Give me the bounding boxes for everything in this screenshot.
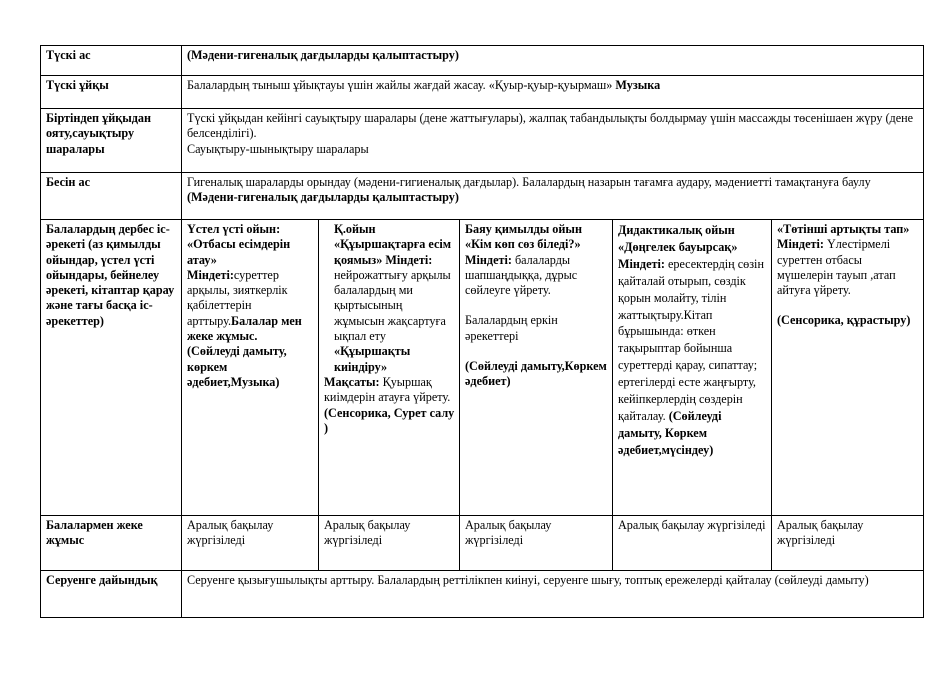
wakeup-label: Біртіндеп ұйқыдан ояту,сауықтыру шаралары	[41, 109, 182, 173]
col5-task: Үлестірмелі суреттен отбасы мүшелерін тауып ,атап айтуға үйрету.	[777, 237, 896, 298]
nap-text: Балалардың тыныш ұйықтауы үшін жайлы жағдай жасау. «Қуыр-қуыр-қуырмаш»	[187, 78, 616, 92]
individual-cell: Аралық бақылау жүргізіледі	[182, 516, 319, 571]
lunch-label: Түскі ас	[41, 46, 182, 76]
col3-spacer-2	[465, 344, 608, 359]
col2-game2: «Құыршақты киіндіру»	[334, 344, 411, 374]
col1-task: суреттер арқылы, зияткерлік қабілеттерін арттыру.	[187, 267, 288, 328]
row-walkprep	[41, 571, 924, 618]
col4-areas: (Сөйлеуді дамыту, Көркем әдебиет,мүсіндеу)	[618, 408, 722, 457]
individual-cell: Аралық бақылау жүргізіледі	[772, 516, 924, 571]
col5-areas: (Сенсорика, құрастыру)	[777, 313, 911, 328]
daily-plan-table	[40, 45, 924, 618]
nap-music: Музыка	[615, 78, 661, 92]
col1-task-label: Міндеті:	[187, 267, 234, 282]
individual-cell: Аралық бақылау жүргізіледі	[613, 516, 772, 571]
individual-label: Балалармен жеке жұмыс	[41, 516, 182, 571]
wakeup-line1: Түскі ұйқыдан кейінгі сауықтыру шаралары (дене жаттығулары), жалпақ табандылықты болдырмау үшін массажды төсенішаен жүру (дене белсенділігі).	[187, 111, 914, 141]
col1-title: Үстел үсті ойын: «Отбасы есімдерін атау»	[187, 222, 291, 267]
col2-task: нейрожаттығу арқылы балалардың ми қыртысының жұмысын жақсартуға ықпал ету	[334, 267, 451, 344]
snack-cell	[182, 173, 924, 220]
wakeup-line2: Сауықтыру-шынықтыру шаралары	[187, 141, 369, 156]
col3-task: балаларды шапшаңдыққа, дұрыс сөйлеуге үйрету.	[465, 252, 578, 298]
col2-areas: (Сенсорика, Сурет салу )	[324, 405, 455, 435]
col5-task-label: Міндеті:	[777, 237, 824, 252]
activity-col2	[319, 220, 460, 516]
row-nap	[41, 76, 924, 109]
wakeup-cell	[182, 109, 924, 173]
walkprep-text: Серуенге қызығушылықты арттыру. Балалардың реттілікпен киінуі, серуенге шығу, топтық ережелерді қайталау (сөйлеуді дамыту)	[182, 571, 924, 618]
col2-goal-line	[324, 375, 455, 406]
col4-task: ересектердің сөзін қайталай отырып, сөздік қорын молайту, тілін жаттықтыру.Кітап бұрышында: өткен тақырыптар бойынша суреттерді қарау, сипаттау; ертегілерді есте жаңғырту, кейіпкерлердің сөздерін қайталау.	[618, 256, 764, 423]
col3-areas: (Сөйлеуді дамыту,Көркем әдебиет)	[465, 359, 607, 389]
row-lunch	[41, 46, 924, 76]
col4-task-label: Міндеті:	[618, 256, 665, 271]
col5-spacer	[777, 298, 919, 313]
col3-spacer	[465, 298, 608, 313]
col2-goal: Қуыршақ киімдерін атауға үйрету.	[324, 374, 451, 405]
activity-col5	[772, 220, 924, 516]
row-activity	[41, 220, 924, 516]
snack-bold: (Мәдени-гигеналық дағдыларды қалыптастыру)	[187, 190, 459, 205]
col1-task-bold: Балалар мен жеке жұмыс.	[187, 313, 302, 344]
snack-label: Бесін ас	[41, 173, 182, 220]
individual-cell: Аралық бақылау жүргізіледі	[460, 516, 613, 571]
col2-title: Қ.ойын «Құыршақтарға есім қоямыз»	[334, 222, 452, 267]
activity-col1	[182, 220, 319, 516]
activity-col4	[613, 220, 772, 516]
row-individual	[41, 516, 924, 571]
activity-label: Балалардың дербес іс-әрекеті (аз қимылды ойындар, үстел үсті ойындары, бейнелеу әрекеті, кітаптар қарау және тағы басқа іс-әрекеттер)	[41, 220, 182, 516]
col2-header	[324, 222, 455, 344]
col5-title: «Төтінші артықты тап»	[777, 222, 910, 236]
lunch-text: (Мәдени-гигеналық дағдыларды қалыптастыру)	[182, 46, 924, 76]
activity-col3	[460, 220, 613, 516]
col3-title: Баяу қимылды ойын «Кім көп сөз біледі?»	[465, 222, 582, 252]
row-wakeup	[41, 109, 924, 173]
col3-task-label: Міндеті:	[465, 252, 512, 267]
walkprep-label: Серуенге дайындық	[41, 571, 182, 618]
row-snack	[41, 173, 924, 220]
col3-extra: Балалардың еркін әрекеттері	[465, 313, 558, 343]
nap-cell	[182, 76, 924, 109]
nap-label: Түскі ұйқы	[41, 76, 182, 109]
individual-cell: Аралық бақылау жүргізіледі	[319, 516, 460, 571]
snack-text: Гигеналық шараларды орындау (мәдени-гигиеналық дағдылар). Балалардың назарын тағамға аудару, мәдениетті тамақтануға баулу	[187, 175, 871, 189]
col2-task-label: Міндеті:	[382, 252, 433, 267]
col4-title: Дидактикалық ойын «Дөңгелек бауырсақ»	[618, 223, 738, 254]
col1-areas: (Сөйлеуді дамыту, көркем әдебиет,Музыка)	[187, 344, 287, 389]
col2-goal-label: Мақсаты:	[324, 374, 380, 389]
